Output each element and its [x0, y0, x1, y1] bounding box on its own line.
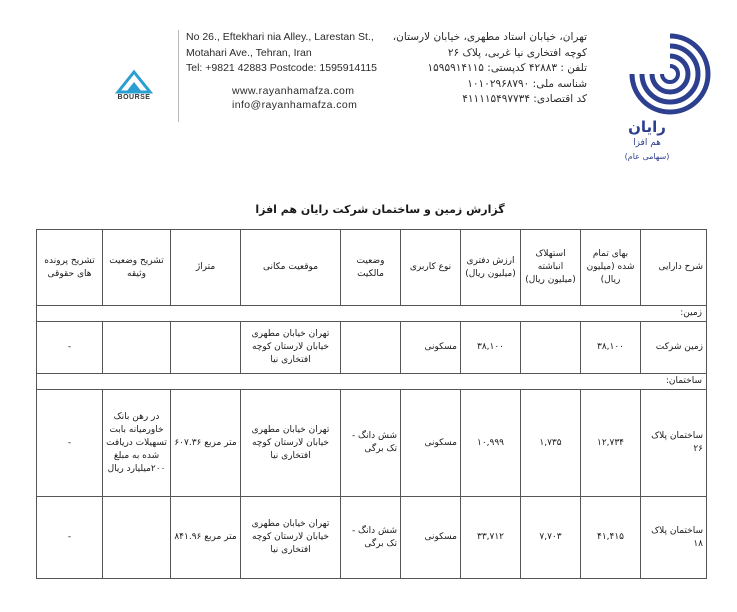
en-tel: Tel: +9821 42883 Postcode: 1595914115	[186, 62, 378, 74]
header-usage: نوع کاربری	[401, 230, 461, 306]
en-address-line1: No 26., Eftekhari nia Alley., Larestan St.,	[186, 31, 374, 43]
section-building-label: ساختمان:	[37, 374, 707, 390]
cell-legal: -	[37, 497, 103, 579]
table-row	[37, 497, 707, 579]
email-link[interactable]: info@rayanhamafza.com	[232, 99, 358, 111]
header-collateral: تشریح وضعیت وثیقه	[103, 230, 171, 306]
cell-location: تهران خیابان مطهری خیابان لارستان کوچه افتخاری نیا	[241, 497, 341, 579]
header-divider	[178, 30, 179, 122]
en-address-line2: Motahari Ave., Tehran, Iran	[186, 46, 312, 59]
cell-area: متر مربع ۶۰۷.۳۶	[171, 390, 241, 497]
table-row	[37, 390, 707, 497]
cell-collateral	[103, 497, 171, 579]
table-row	[37, 322, 707, 374]
cell-legal: -	[37, 390, 103, 497]
logo-text: رایان	[628, 118, 666, 136]
cell-collateral	[103, 322, 171, 374]
bourse-emblem-icon	[106, 68, 162, 96]
section-row-land	[37, 306, 707, 322]
cell-book-value: ۳۸,۱۰۰	[461, 322, 521, 374]
header-book-value: ارزش دفتری (میلیون ریال)	[461, 230, 521, 306]
web-contact	[232, 84, 402, 112]
bourse-logo-text: BOURSE	[117, 94, 151, 101]
header-location: موقعیت مکانی	[241, 230, 341, 306]
header-legal: تشریح پرونده های حقوقی	[37, 230, 103, 306]
header-accum-depr: استهلاک انباشته (میلیون ریال)	[521, 230, 581, 306]
cell-asset-desc: ساختمان پلاک ۲۶	[641, 390, 707, 497]
bourse-logo	[106, 68, 162, 108]
fa-economic-code: کد اقتصادی: ۴۱۱۱۱۵۴۹۷۷۳۴	[462, 93, 587, 105]
company-logo	[612, 26, 722, 166]
fa-address-line2: کوچه افتخاری نیا غربی، پلاک ۲۶	[447, 46, 587, 59]
cell-book-value: ۳۳,۷۱۲	[461, 497, 521, 579]
cell-location: تهران خیابان مطهری خیابان لارستان کوچه افتخاری نیا	[241, 390, 341, 497]
header-finished-cost: بهای تمام شده (میلیون ریال)	[581, 230, 641, 306]
report-title: گزارش زمین و ساختمان شرکت رایان هم افزا	[255, 203, 505, 216]
fa-national-id: شناسه ملی: ۱۰۱۰۲۹۶۸۷۹۰	[467, 77, 587, 90]
cell-legal: -	[37, 322, 103, 374]
cell-area: متر مربع ۸۴۱.۹۶	[171, 497, 241, 579]
cell-accum-depr: ۱,۷۳۵	[521, 390, 581, 497]
website-link[interactable]: www.rayanhamafza.com	[232, 85, 355, 97]
assets-table	[36, 229, 707, 579]
fa-address-line1: تهران، خیابان استاد مطهری، خیابان لارستان،	[392, 31, 587, 43]
section-row-building	[37, 374, 707, 390]
cell-finished-cost: ۳۸,۱۰۰	[581, 322, 641, 374]
header-asset-desc: شرح دارایی	[641, 230, 707, 306]
logo-subtext: هم افزا	[633, 138, 661, 148]
table-header-row	[37, 230, 707, 306]
cell-finished-cost: ۱۲,۷۳۴	[581, 390, 641, 497]
header-area: متراژ	[171, 230, 241, 306]
section-land-label: زمین:	[37, 306, 707, 322]
cell-usage: مسکونی	[401, 322, 461, 374]
cell-ownership: شش دانگ - تک برگی	[341, 390, 401, 497]
cell-ownership: شش دانگ - تک برگی	[341, 497, 401, 579]
cell-ownership	[341, 322, 401, 374]
cell-book-value: ۱۰,۹۹۹	[461, 390, 521, 497]
cell-asset-desc: زمین شرکت	[641, 322, 707, 374]
cell-collateral: در رهن بانک خاورمیانه بابت تسهیلات دریافت شده به مبلغ ۲۰۰میلیارد ریال	[103, 390, 171, 497]
fa-tel: تلفن : ۴۲۸۸۳ کدپستی: ۱۵۹۵۹۱۴۱۱۵	[427, 62, 587, 74]
logo-company-type: (سهامی عام)	[624, 152, 670, 161]
header-ownership: وضعیت مالکیت	[341, 230, 401, 306]
cell-asset-desc: ساختمان پلاک ۱۸	[641, 497, 707, 579]
cell-accum-depr	[521, 322, 581, 374]
cell-accum-depr: ۷,۷۰۳	[521, 497, 581, 579]
persian-address	[392, 30, 587, 108]
cell-usage: مسکونی	[401, 497, 461, 579]
cell-usage: مسکونی	[401, 390, 461, 497]
english-address	[186, 30, 396, 77]
cell-area	[171, 322, 241, 374]
cell-finished-cost: ۴۱,۴۱۵	[581, 497, 641, 579]
cell-location: تهران خیابان مطهری خیابان لارستان کوچه افتخاری نیا	[241, 322, 341, 374]
